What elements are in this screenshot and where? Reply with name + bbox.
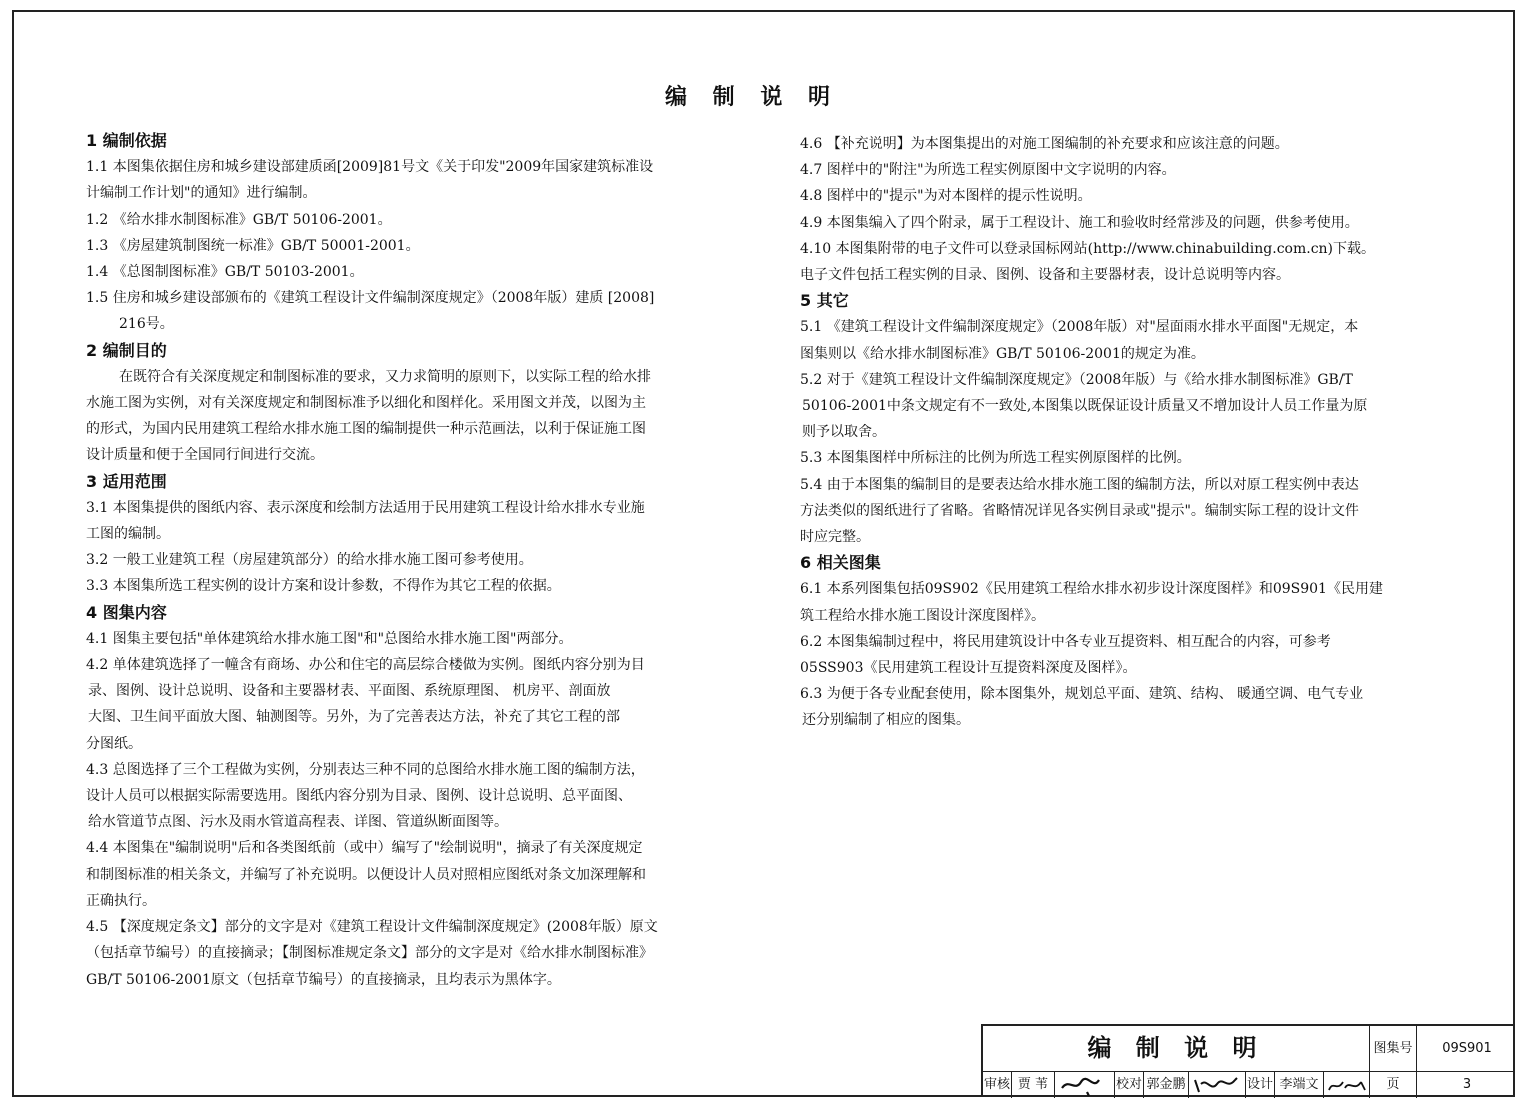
review-label: 审核 [983, 1077, 1010, 1092]
paragraph-line: 216号。 [119, 316, 174, 333]
atlas-no-label: 图集号 [1373, 1041, 1413, 1056]
reviewer-signature [1059, 1074, 1109, 1096]
paragraph-line: 正确执行。 [86, 892, 156, 909]
paragraph-line: 4.8 图样中的"提示"为对本图样的提示性说明。 [800, 188, 1092, 205]
paragraph-line: 6.1 本系列图集包括09S902《民用建筑工程给水排水初步设计深度图样》和09S901《民用建 [800, 581, 1383, 598]
paragraph-line: 的形式，为国内民用建筑工程给水排水施工图的编制提供一种示范画法，以利于保证施工图 [86, 421, 646, 438]
paragraph-line: 6.3 为便于各专业配套使用，除本图集外，规划总平面、建筑、结构、 暖通空调、电气专业 [800, 686, 1364, 703]
page-title: 编 制 说 明 [665, 85, 839, 110]
paragraph-line: 4.6 【补充说明】为本图集提出的对施工图编制的补充要求和应该注意的问题。 [800, 136, 1289, 152]
section-heading: 6 相关图集 [800, 553, 881, 573]
paragraph-line: 工图的编制。 [86, 526, 170, 543]
page-label: 页 [1386, 1077, 1400, 1092]
paragraph-line: 给水管道节点图、污水及雨水管道高程表、详图、管道纵断面图等。 [88, 814, 508, 831]
paragraph-line: GB/T 50106-2001原文（包括章节编号）的直接摘录，且均表示为黑体字。 [86, 971, 561, 988]
reviewer-name: 贾 苇 [1017, 1077, 1049, 1092]
paragraph-line: 5.3 本图集图样中所标注的比例为所选工程实例原图样的比例。 [800, 450, 1191, 467]
paragraph-line: 大图、卫生间平面放大图、轴测图等。另外，为了完善表达方法，补充了其它工程的部 [88, 709, 620, 726]
section-heading: 4 图集内容 [86, 602, 167, 622]
paragraph-line: 图集则以《给水排水制图标准》GB/T 50106-2001的规定为准。 [800, 345, 1205, 362]
paragraph-line: 4.2 单体建筑选择了一幢含有商场、办公和住宅的高层综合楼做为实例。图纸内容分别为目 [86, 657, 645, 674]
paragraph-line: 方法类似的图纸进行了省略。省略情况详见各实例目录或"提示"。编制实际工程的设计文件 [800, 502, 1359, 519]
paragraph-line: 1.2 《给水排水制图标准》GB/T 50106-2001。 [86, 211, 392, 228]
title-block-top-row [983, 1026, 1515, 1072]
paragraph-line: 计编制工作计划"的通知》进行编制。 [86, 185, 317, 202]
paragraph-line: 电子文件包括工程实例的目录、图例、设备和主要器材表，设计总说明等内容。 [800, 267, 1290, 284]
design-label: 设计 [1246, 1077, 1273, 1092]
paragraph-line: 4.7 图样中的"附注"为所选工程实例原图中文字说明的内容。 [800, 162, 1176, 179]
paragraph-line: 3.3 本图集所选工程实例的设计方案和设计参数，不得作为其它工程的依据。 [86, 578, 561, 595]
paragraph-line: 设计质量和便于全国同行间进行交流。 [86, 447, 324, 464]
paragraph-line: 1.3 《房屋建筑制图统一标准》GB/T 50001-2001。 [86, 237, 420, 254]
checker-signature [1191, 1074, 1243, 1096]
paragraph-line: 分图纸。 [86, 735, 142, 752]
paragraph-line: 5.1 《建筑工程设计文件编制深度规定》（2008年版）对"屋面雨水排水平面图"无规定，本 [800, 319, 1359, 336]
section-heading: 2 编制目的 [86, 340, 167, 360]
paragraph-line: 时应完整。 [800, 529, 870, 546]
atlas-no: 09S901 [1442, 1041, 1492, 1056]
paragraph-line: 4.4 本图集在"编制说明"后和各类图纸前（或中）编写了"绘制说明"，摘录了有关深度规定 [86, 840, 643, 857]
designer-name: 李端文 [1279, 1077, 1319, 1092]
paragraph-line: 4.9 本图集编入了四个附录，属于工程设计、施工和验收时经常涉及的问题，供参考使用。 [800, 214, 1359, 231]
paragraph-line: 1.4 《总图制图标准》GB/T 50103-2001。 [86, 264, 364, 281]
title-block-name: 编 制 说 明 [1087, 1034, 1265, 1062]
paragraph-line: 在既符合有关深度规定和制图标准的要求，又力求简明的原则下，以实际工程的给水排 [119, 368, 651, 385]
page-number: 3 [1462, 1077, 1472, 1092]
check-label: 校对 [1115, 1077, 1142, 1092]
paragraph-line: 5.4 由于本图集的编制目的是要表达给水排水施工图的编制方法，所以对原工程实例中表达 [800, 476, 1359, 493]
paragraph-line: 1.1 本图集依据住房和城乡建设部建质函[2009]81号文《关于印发"2009年国家建筑标准设 [86, 159, 654, 176]
paragraph-line: 3.1 本图集提供的图纸内容、表示深度和绘制方法适用于民用建筑工程设计给水排水专业施 [86, 499, 645, 516]
paragraph-line: 则予以取舍。 [802, 424, 886, 441]
paragraph-line: 4.10 本图集附带的电子文件可以登录国标网站(http://www.chinabuilding.com.cn)下载。 [800, 240, 1376, 257]
paragraph-line: 和制图标准的相关条文，并编写了补充说明。以便设计人员对照相应图纸对条文加深理解和 [86, 866, 646, 883]
section-heading: 3 适用范围 [86, 471, 167, 491]
section-heading: 5 其它 [800, 291, 849, 311]
paragraph-line: 录、图例、设计总说明、设备和主要器材表、平面图、系统原理图、 机房平、剖面放 [88, 683, 611, 700]
paragraph-line: 设计人员可以根据实际需要选用。图纸内容分别为目录、图例、设计总说明、总平面图、 [86, 788, 632, 805]
paragraph-line: 还分别编制了相应的图集。 [802, 712, 970, 729]
left-column [86, 128, 736, 993]
section-heading: 1 编制依据 [86, 131, 167, 150]
paragraph-line: 筑工程给水排水施工图设计深度图样》。 [800, 607, 1045, 624]
paragraph-line: 4.3 总图选择了三个工程做为实例，分别表达三种不同的总图给水排水施工图的编制方法， [86, 761, 645, 778]
title-block-bottom-row [983, 1072, 1515, 1098]
paragraph-line: 05SS903《民用建筑工程设计互提资料深度及图样》。 [800, 660, 1137, 677]
paragraph-line: 3.2 一般工业建筑工程（房屋建筑部分）的给水排水施工图可参考使用。 [86, 552, 533, 569]
paragraph-line: 4.5 【深度规定条文】部分的文字是对《建筑工程设计文件编制深度规定》(2008年版）原文 [86, 919, 658, 936]
paragraph-line: 50106-2001中条文规定有不一致处,本图集以既保证设计质量又不增加设计人员工作量为原 [802, 398, 1368, 415]
paragraph-line: 6.2 本图集编制过程中，将民用建筑设计中各专业互提资料、相互配合的内容，可参考 [800, 633, 1331, 650]
paragraph-line: 4.1 图集主要包括"单体建筑给水排水施工图"和"总图给水排水施工图"两部分。 [86, 630, 573, 647]
paragraph-line: 1.5 住房和城乡建设部颁布的《建筑工程设计文件编制深度规定》（2008年版）建质 [2008] [86, 290, 655, 307]
paragraph-line: 5.2 对于《建筑工程设计文件编制深度规定》（2008年版）与《给水排水制图标准》GB/T [800, 371, 1353, 388]
checker-name: 郭金鹏 [1146, 1077, 1186, 1092]
designer-signature [1325, 1074, 1369, 1096]
paragraph-line: 水施工图为实例，对有关深度规定和制图标准予以细化和图样化。采用图文并茂，以图为主 [86, 395, 646, 412]
paragraph-line: （包括章节编号）的直接摘录；【制图标准规定条文】部分的文字是对《给水排水制图标准》 [86, 945, 653, 962]
title-block [981, 1024, 1515, 1097]
right-column [800, 131, 1450, 734]
